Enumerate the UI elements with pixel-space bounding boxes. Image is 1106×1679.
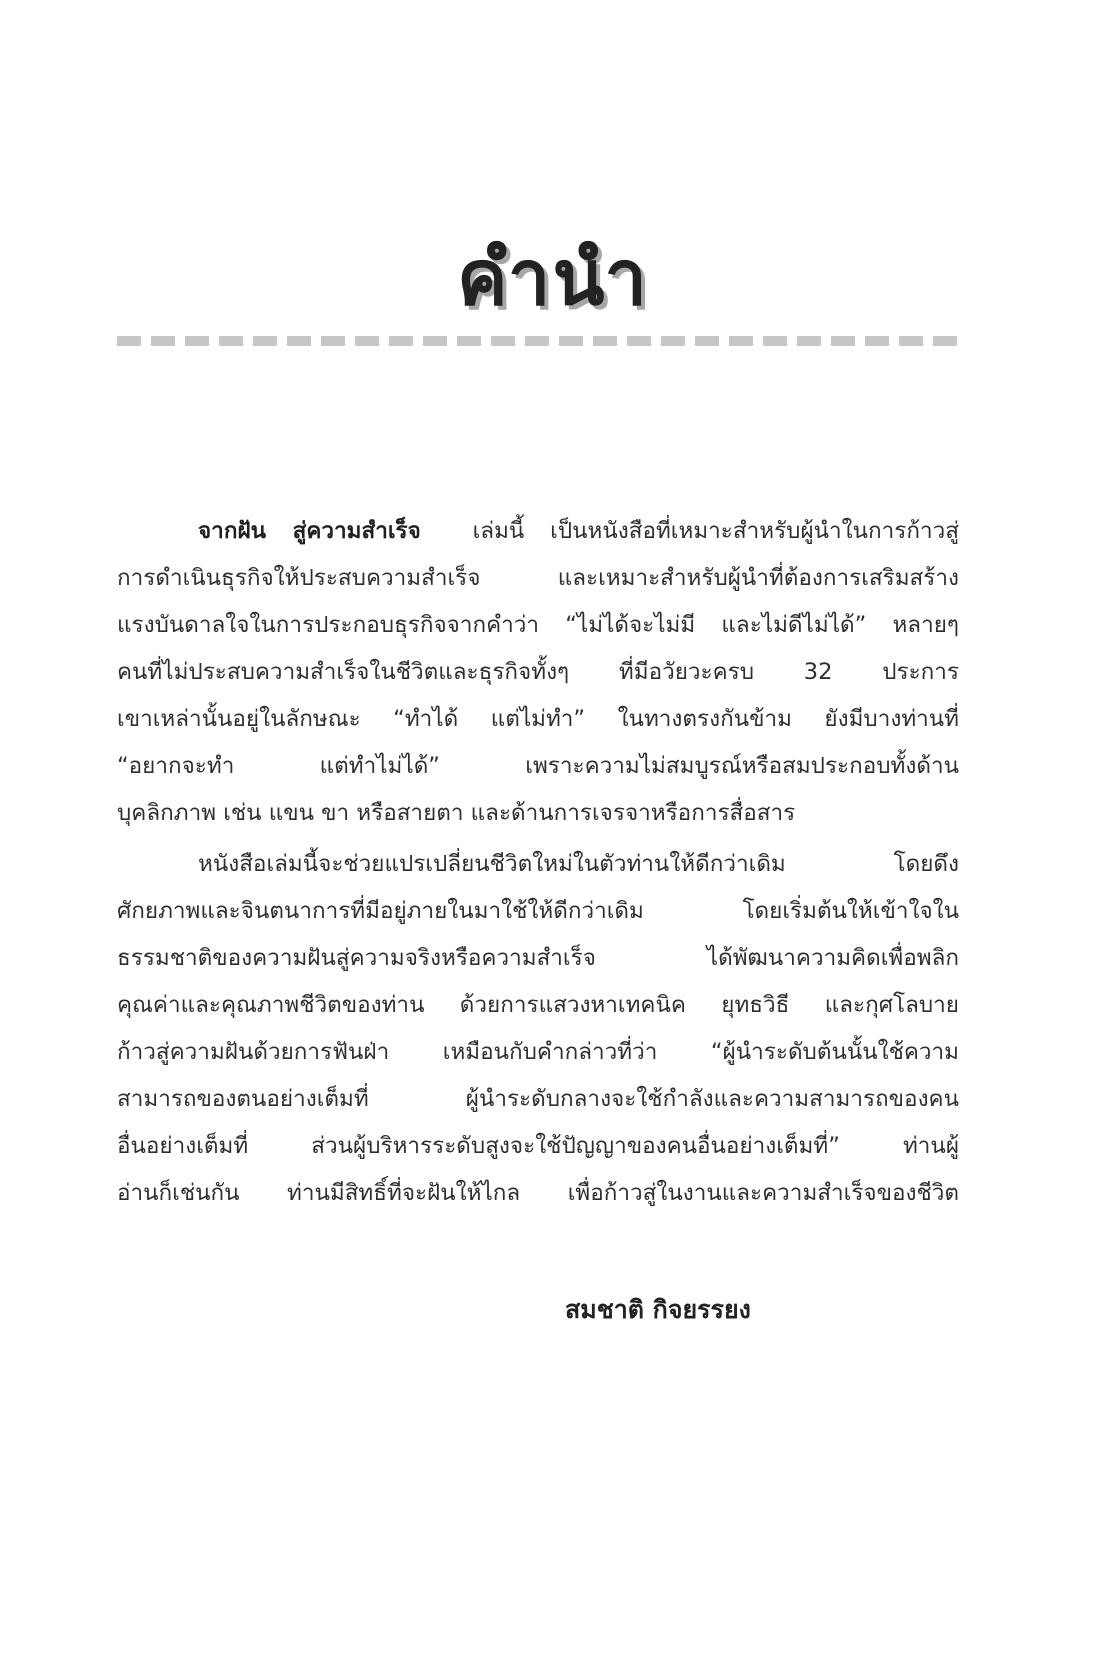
text-line: ธรรมชาติของความฝันสู่ความจริงหรือความสำเร็จ ได้พัฒนาความคิดเพื่อพลิก — [117, 945, 959, 971]
text-line: แรงบันดาลใจในการประกอบธุรกิจจากคำว่า “ไม่ได้จะไม่มี และไม่ดีไม่ได้” หลายๆ — [117, 612, 959, 638]
text-line: อื่นอย่างเต็มที่ ส่วนผู้บริหารระดับสูงจะใช้ปัญญาของคนอื่นอย่างเต็มที่” ท่านผู้ — [117, 1133, 959, 1159]
text-line: คุณค่าและคุณภาพชีวิตของท่าน ด้วยการแสวงหาเทคนิค ยุทธวิธี และกุศโลบาย — [117, 992, 959, 1018]
text-line — [117, 508, 959, 555]
paragraph-1 — [117, 508, 959, 837]
text-line: บุคลิกภาพ เช่น แขน ขา หรือสายตา และด้านการเจรจาหรือการสื่อสาร — [117, 800, 796, 826]
text-line: อ่านก็เช่นกัน ท่านมีสิทธิ์ที่จะฝันให้ไกล เพื่อก้าวสู่ในงานและความสำเร็จของชีวิต — [117, 1180, 959, 1206]
book-title-bold: จากฝัน สู่ความสำเร็จ — [198, 518, 421, 544]
paragraph-2 — [117, 841, 959, 1217]
text-line: ศักยภาพและจินตนาการที่มีอยู่ภายในมาใช้ให้ดีกว่าเดิม โดยเริ่มต้นให้เข้าใจใน — [117, 898, 959, 924]
text-line: ก้าวสู่ความฝันด้วยการฟันฝ่า เหมือนกับคำกล่าวที่ว่า “ผู้นำระดับต้นนั้นใช้ความ — [117, 1039, 959, 1065]
dashed-divider — [117, 336, 959, 346]
text-line: การดำเนินธุรกิจให้ประสบความสำเร็จ และเหมาะสำหรับผู้นำที่ต้องการเสริมสร้าง — [117, 565, 959, 591]
page-title: คำนำ — [456, 233, 650, 322]
author-signature: สมชาติ กิจยรรยง — [565, 1295, 751, 1324]
text-line: สามารถของตนอย่างเต็มที่ ผู้นำระดับกลางจะใช้กำลังและความสามารถของคน — [117, 1086, 959, 1112]
text-line: หนังสือเล่มนี้จะช่วยแปรเปลี่ยนชีวิตใหม่ในตัวท่านให้ดีกว่าเดิม โดยดึง — [198, 851, 959, 877]
text-line: คนที่ไม่ประสบความสำเร็จในชีวิตและธุรกิจทั้งๆ ที่มีอวัยวะครบ 32 ประการ — [117, 659, 959, 685]
text-line-content: เล่มนี้ เป็นหนังสือที่เหมาะสำหรับผู้นำในการก้าวสู่ — [472, 518, 959, 544]
preface-body — [117, 508, 959, 1217]
text-line: เขาเหล่านั้นอยู่ในลักษณะ “ทำได้ แต่ไม่ทำ” ในทางตรงกันข้าม ยังมีบางท่านที่ — [117, 706, 959, 732]
text-line: “อยากจะทำ แต่ทำไม่ได้” เพราะความไม่สมบูรณ์หรือสมประกอบทั้งด้าน — [117, 753, 959, 779]
